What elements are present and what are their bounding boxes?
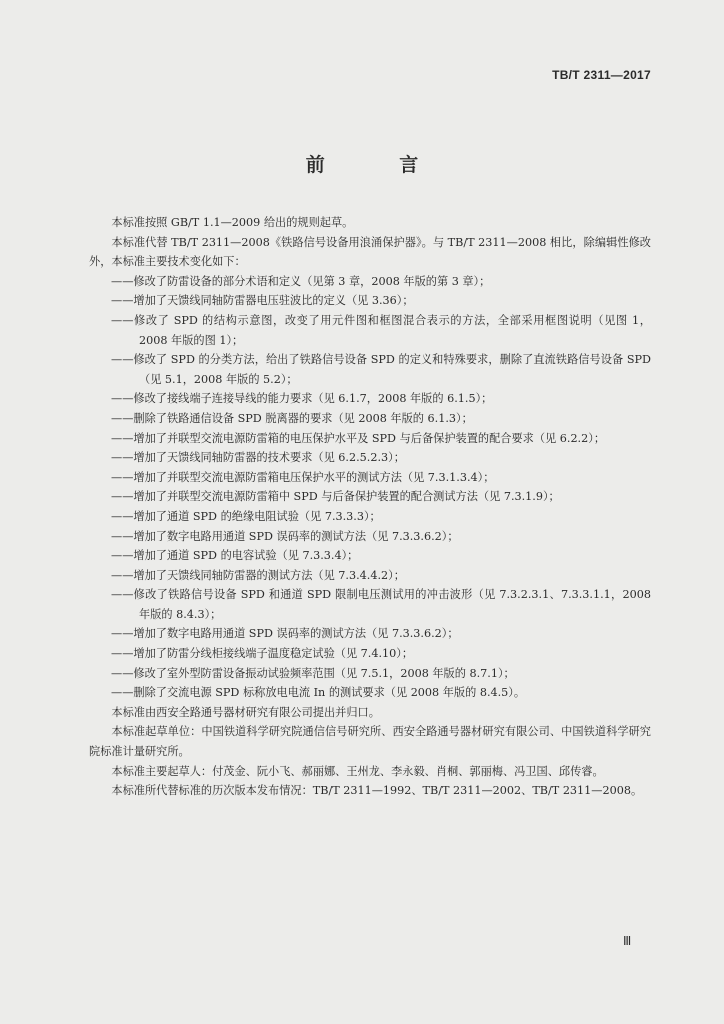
- change-item: ——增加了并联型交流电源防雷箱电压保护水平的测试方法（见 7.3.1.3.4）；: [111, 470, 495, 484]
- change-item: ——增加了通道 SPD 的电容试验（见 7.3.3.4）；: [111, 549, 359, 563]
- intro-paragraph: 本标准代替 TB/T 2311—2008《铁路信号设备用浪涌保护器》。与 TB/T 2311—2008 相比，除编辑性修改外，本标准主要技术变化如下：: [89, 235, 651, 269]
- change-item: ——增加了天馈线同轴防雷器的测试方法（见 7.3.4.4.2）；: [111, 568, 405, 582]
- page-number: Ⅲ: [623, 934, 632, 948]
- proposer-paragraph: 本标准由西安全路通号器材研究有限公司提出并归口。: [111, 705, 380, 719]
- history-paragraph: 本标准所代替标准的历次版本发布情况：TB/T 2311—1992、TB/T 2311—2002、TB/T 2311—2008。: [111, 784, 643, 798]
- change-item: ——增加了数字电路用通道 SPD 误码率的测试方法（见 7.3.3.6.2）；: [111, 529, 459, 543]
- change-item: ——删除了铁路通信设备 SPD 脱离器的要求（见 2008 年版的 6.1.3）；: [111, 411, 473, 425]
- changes-list: [89, 272, 651, 703]
- change-item: ——增加了数字电路用通道 SPD 误码率的测试方法（见 7.3.3.6.2）；: [111, 627, 459, 641]
- change-item: ——增加了并联型交流电源防雷箱的电压保护水平及 SPD 与后备保护装置的配合要求（见 6.2.2）；: [111, 431, 606, 445]
- drafters-paragraph: 本标准主要起草人：付茂金、阮小飞、郝丽娜、王州龙、李永毅、肖桐、郭丽梅、冯卫国、邱传睿。: [111, 764, 604, 778]
- change-item: ——修改了室外型防雷设备振动试验频率范围（见 7.5.1，2008 年版的 8.7.1）；: [111, 666, 515, 680]
- change-item: ——增加了天馈线同轴防雷器电压驻波比的定义（见 3.36）；: [111, 294, 414, 308]
- change-item: ——修改了防雷设备的部分术语和定义（见第 3 章，2008 年版的第 3 章）；: [111, 274, 491, 288]
- change-item: ——修改了接线端子连接导线的能力要求（见 6.1.7，2008 年版的 6.1.5）；: [111, 392, 493, 406]
- change-item: ——修改了 SPD 的分类方法，给出了铁路信号设备 SPD 的定义和特殊要求，删除了直流铁路信号设备 SPD（见 5.1，2008 年版的 5.2）；: [111, 353, 651, 386]
- change-item: ——增加了通道 SPD 的绝缘电阻试验（见 7.3.3.3）；: [111, 509, 381, 523]
- change-item: ——增加了并联型交流电源防雷箱中 SPD 与后备保护装置的配合测试方法（见 7.3.1.9）；: [111, 490, 560, 504]
- change-item: ——增加了天馈线同轴防雷器的技术要求（见 6.2.5.2.3）；: [111, 451, 405, 465]
- document-code: TB/T 2311—2017: [552, 68, 651, 82]
- foreword-body: [89, 213, 651, 801]
- change-item: ——增加了防雷分线柜接线端子温度稳定试验（见 7.4.10）；: [111, 647, 414, 661]
- change-item: ——修改了铁路信号设备 SPD 和通道 SPD 限制电压测试用的冲击波形（见 7.3.2.3.1、7.3.3.1.1，2008 年版的 8.4.3）；: [111, 588, 651, 621]
- drafting-units-paragraph: 本标准起草单位：中国铁道科学研究院通信信号研究所、西安全路通号器材研究有限公司、中国铁道科学研究院标准计量研究所。: [89, 725, 651, 759]
- change-item: ——修改了 SPD 的结构示意图，改变了用元件图和框图混合表示的方法，全部采用框图说明（见图 1，2008 年版的图 1）；: [111, 313, 651, 347]
- change-item: ——删除了交流电源 SPD 标称放电电流 In 的测试要求（见 2008 年版的 8.4.5）。: [111, 686, 526, 700]
- page-title: 前 言: [305, 154, 453, 176]
- intro-paragraph: 本标准按照 GB/T 1.1—2009 给出的规则起草。: [111, 216, 354, 229]
